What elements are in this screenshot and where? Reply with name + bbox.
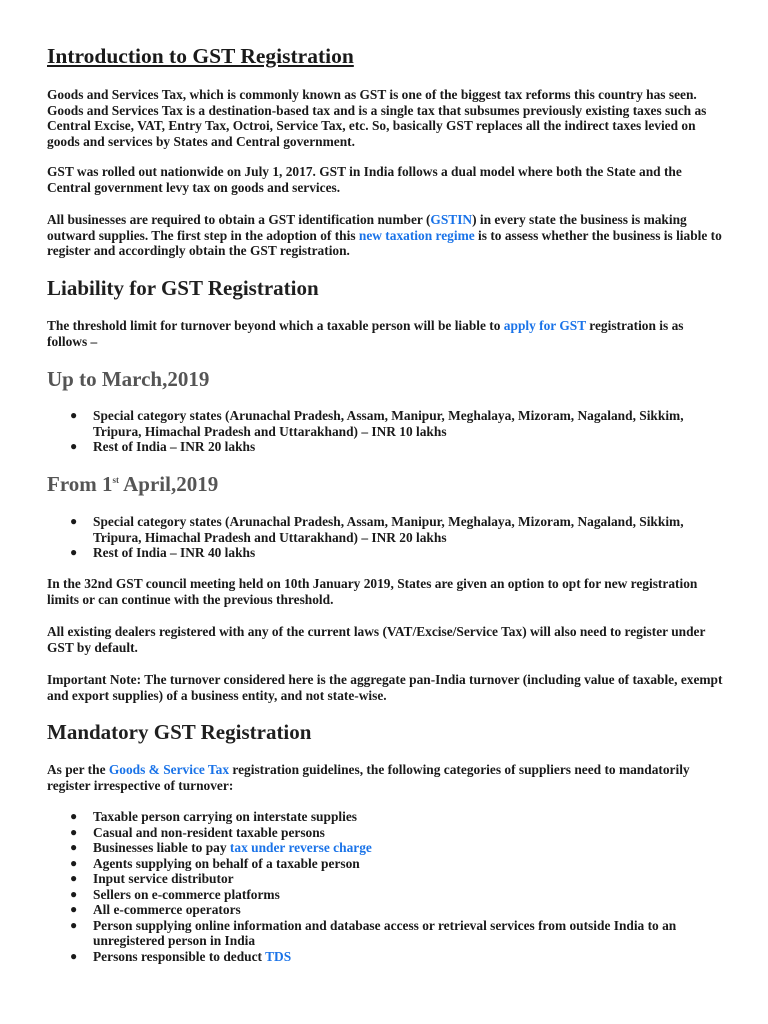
tds-link[interactable]: TDS — [265, 948, 292, 964]
march-threshold-list — [47, 408, 723, 455]
council-meeting-paragraph: In the 32nd GST council meeting held on 10th January 2019, States are given an option to opt for new registration limits or can continue with the previous threshold. — [47, 576, 698, 607]
mandatory-paragraph — [47, 762, 723, 793]
intro-p3-text-b: ) in every state the business is making outward supplies. The first step in the adoption of this — [47, 212, 687, 243]
list-item — [47, 439, 723, 455]
gstin-link[interactable]: GSTIN — [430, 212, 473, 227]
list-item — [47, 840, 723, 856]
bullet-icon: ● — [70, 545, 78, 559]
mandatory-text-b: registration guidelines, the following categories of suppliers need to mandatorily register irrespective of turnover: — [47, 762, 690, 793]
list-item-text: Persons responsible to deduct — [93, 948, 266, 964]
list-item-text: Person supplying online information and database access or retrieval services from outside India to an unregistered person in India — [93, 917, 677, 948]
bullet-icon: ● — [70, 855, 78, 870]
list-item — [47, 902, 723, 918]
goods-service-tax-link[interactable]: Goods & Service Tax — [108, 762, 230, 777]
liability-heading: Liability for GST Registration — [47, 276, 319, 300]
april-heading-text-a: From 1 — [47, 472, 113, 496]
bullet-icon: ● — [70, 917, 78, 932]
from-april-heading — [47, 472, 218, 497]
bullet-icon: ● — [70, 902, 78, 916]
list-item-text: Taxable person carrying on interstate supplies — [93, 809, 357, 824]
page-title: Introduction to GST Registration — [47, 44, 354, 68]
bullet-icon: ● — [70, 824, 78, 839]
intro-p3-text-c: is to assess whether the business is liable to register and accordingly obtain the GST registration. — [47, 227, 722, 258]
list-item — [47, 545, 723, 561]
list-item-text: All e-commerce operators — [93, 902, 241, 917]
mandatory-categories-list — [47, 809, 723, 964]
up-to-march-heading: Up to March,2019 — [47, 367, 210, 391]
list-item — [47, 408, 723, 439]
list-item — [47, 918, 723, 949]
liability-text-a: The threshold limit for turnover beyond which a taxable person will be liable to — [47, 318, 504, 333]
mandatory-text-a: As per the — [47, 762, 109, 777]
apply-for-gst-link[interactable]: apply for GST — [503, 318, 586, 333]
liability-text-b: registration is as follows – — [47, 318, 684, 349]
intro-paragraph-1: Goods and Services Tax, which is commonly known as GST is one of the biggest tax reforms this country has seen. Goods and Services Tax is a destination-based tax and is a single tax that subsumes previously existing taxes such as Central Excise, VAT, Entry Tax, Octroi, Service Tax, etc. So, basically GST replaces all the indirect taxes levied on goods and services by States and Central government. — [47, 87, 707, 149]
intro-paragraph-2: GST was rolled out nationwide on July 1, 2017. GST in India follows a dual model where both the State and the Central government levy tax on goods and services. — [47, 164, 682, 195]
list-item-text: Rest of India – INR 20 lakhs — [93, 439, 256, 454]
important-note-paragraph: Important Note: The turnover considered here is the aggregate pan-India turnover (including value of taxable, exempt and export supplies) of a business entity, and not state-wise. — [47, 672, 723, 703]
list-item-text: Special category states (Arunachal Pradesh, Assam, Manipur, Meghalaya, Mizoram, Nagaland, Sikkim, Tripura, Himachal Pradesh and Uttarakhand) – INR 20 lakhs — [93, 514, 684, 545]
list-item-text: Rest of India – INR 40 lakhs — [93, 545, 256, 560]
bullet-icon: ● — [70, 439, 78, 453]
list-item-text: Agents supplying on behalf of a taxable person — [93, 855, 360, 871]
intro-paragraph-3 — [47, 212, 723, 259]
bullet-icon: ● — [70, 840, 78, 854]
list-item — [47, 856, 723, 872]
intro-p3-text-a: All businesses are required to obtain a GST identification number ( — [47, 212, 431, 227]
list-item — [47, 871, 723, 887]
list-item — [47, 514, 723, 545]
mandatory-heading: Mandatory GST Registration — [47, 720, 312, 744]
bullet-icon: ● — [70, 514, 78, 528]
april-threshold-list — [47, 514, 723, 561]
list-item-text: Casual and non-resident taxable persons — [93, 824, 325, 840]
list-item-text: Sellers on e-commerce platforms — [93, 886, 280, 902]
april-heading-text-b: April,2019 — [119, 472, 219, 496]
reverse-charge-link[interactable]: tax under reverse charge — [229, 840, 372, 855]
liability-paragraph — [47, 318, 723, 349]
list-item — [47, 949, 723, 965]
bullet-icon: ● — [70, 948, 78, 963]
existing-dealers-paragraph: All existing dealers registered with any of the current laws (VAT/Excise/Service Tax) will also need to register under GST by default. — [47, 624, 706, 655]
bullet-icon: ● — [70, 886, 78, 901]
list-item — [47, 825, 723, 841]
april-heading-sup: st — [112, 475, 120, 485]
list-item-text: Special category states (Arunachal Pradesh, Assam, Manipur, Meghalaya, Mizoram, Nagaland, Sikkim, Tripura, Himachal Pradesh and Uttarakhand) – INR 10 lakhs — [93, 408, 684, 439]
list-item-text: Businesses liable to pay — [93, 840, 230, 855]
list-item — [47, 887, 723, 903]
new-taxation-regime-link[interactable]: new taxation regime — [358, 227, 475, 243]
list-item-text: Input service distributor — [93, 871, 234, 886]
bullet-icon: ● — [70, 809, 78, 823]
bullet-icon: ● — [70, 871, 78, 885]
list-item — [47, 809, 723, 825]
bullet-icon: ● — [70, 408, 78, 422]
